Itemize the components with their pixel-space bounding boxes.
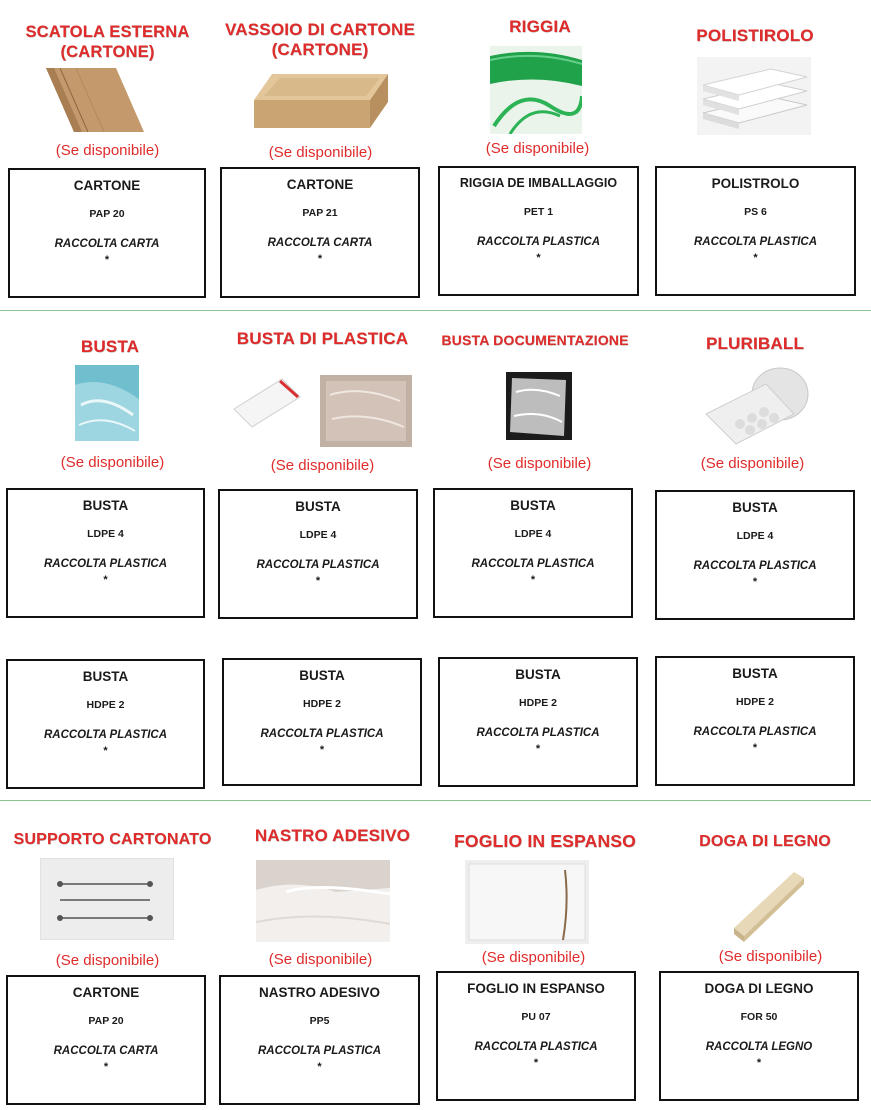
section-divider [0,310,871,311]
cardboard-tray-image [250,70,390,132]
box-code: HDPE 2 [303,698,341,710]
info-box-busta-hdpe2 [6,659,205,789]
availability-note: (Se disponibile) [270,457,375,474]
box-code: PAP 21 [302,207,338,219]
box-note: * [753,252,758,264]
adhesive-tape-image [256,860,390,942]
box-collection: RACCOLTA PLASTICA [476,727,600,739]
heading-wooden-slat: DOGA DI LEGNO [699,833,831,850]
box-note: * [104,254,110,266]
box-collection: RACCOLTA PLASTICA [43,729,168,741]
bag-image [75,365,139,441]
box-collection: RACCOLTA CARTA [54,238,160,250]
availability-note: (Se disponibile) [485,140,590,157]
box-note: * [103,574,108,586]
box-code: LDPE 4 [736,530,774,542]
box-title: CARTONE [72,985,140,1000]
info-box-foglio-pu07 [436,971,636,1101]
availability-note: (Se disponibile) [700,455,805,472]
strapping-image [490,46,582,134]
box-code: PU 07 [521,1011,551,1023]
box-collection: RACCOLTA CARTA [267,237,373,249]
heading-polystyrene: POLISTIROLO [696,26,814,45]
box-note: * [315,575,321,587]
availability-note: (Se disponibile) [60,454,165,471]
heading-adhesive-tape: NASTRO ADESIVO [254,826,411,845]
box-title: POLISTROLO [711,176,800,191]
heading-bubble-wrap: PLURIBALL [705,334,805,353]
info-box-cartone-pap20 [8,168,206,298]
box-code: FOR 50 [740,1011,778,1023]
box-code: LDPE 4 [514,528,552,540]
info-box-polistirolo-ps6 [655,166,856,296]
availability-note: (Se disponibile) [487,455,592,472]
box-title: BUSTA [299,668,345,683]
info-box-nastro-pp5 [219,975,420,1105]
box-code: LDPE 4 [87,528,124,540]
box-code: HDPE 2 [736,696,774,708]
availability-note: (Se disponibile) [268,951,373,968]
box-code: HDPE 2 [519,697,557,709]
info-box-busta-ldpe4 [6,488,205,618]
box-collection: RACCOLTA PLASTICA [471,558,595,570]
section-divider [0,800,871,801]
heading-plastic-bag: BUSTA DI PLASTICA [236,329,409,348]
box-note: * [535,743,541,755]
box-note: * [103,1061,109,1073]
info-box-busta-hdpe2 [438,657,638,787]
box-collection: RACCOLTA PLASTICA [476,236,601,248]
box-title: BUSTA [732,666,778,681]
box-title: BUSTA [295,499,341,514]
info-box-riggia-pet1 [438,166,639,296]
box-note: * [103,745,108,757]
clear-bag-image [320,375,412,447]
box-code: PAP 20 [88,1015,124,1027]
availability-note: (Se disponibile) [268,144,373,161]
foam-sheet-image [465,860,589,944]
box-collection: RACCOLTA PLASTICA [693,560,817,572]
availability-note: (Se disponibile) [55,142,160,159]
box-code: PET 1 [523,206,554,218]
box-note: * [533,1057,539,1069]
document-bag-image [506,372,572,440]
info-box-busta-ldpe4 [218,489,418,619]
box-collection: RACCOLTA PLASTICA [693,236,818,248]
info-box-busta-ldpe4 [433,488,633,618]
availability-note: (Se disponibile) [718,948,823,965]
box-title: RIGGIA DE IMBALLAGGIO [459,176,618,190]
box-title: FOGLIO IN ESPANSO [467,981,605,996]
info-box-busta-ldpe4 [655,490,855,620]
heading-bag: BUSTA [80,337,140,356]
box-collection: RACCOLTA LEGNO [705,1041,813,1053]
zip-bag-image [230,375,302,429]
box-code: LDPE 4 [299,529,337,541]
box-code: PS 6 [744,206,767,218]
availability-note: (Se disponibile) [481,949,586,966]
box-code: PP5 [309,1015,330,1027]
box-note: * [752,742,758,754]
cardboard-image [46,68,144,132]
info-box-cartone-pap20 [6,975,206,1105]
box-title: BUSTA [510,498,556,513]
heading-cardboard-support: SUPPORTO CARTONATO [13,831,212,848]
box-title: BUSTA [82,669,129,684]
box-note: * [530,574,536,586]
box-collection: RACCOLTA PLASTICA [693,726,817,738]
box-title: DOGA DI LEGNO [704,981,814,996]
info-box-cartone-pap21 [220,167,420,298]
heading-strapping: RIGGIA [509,17,571,36]
box-note: * [317,253,323,265]
bubble-wrap-image [696,364,812,446]
heading-document-bag: BUSTA DOCUMENTAZIONE [441,332,629,348]
box-code: HDPE 2 [86,699,125,711]
box-note: * [752,576,758,588]
box-note: * [536,252,541,264]
polystyrene-image [697,57,811,135]
box-title: NASTRO ADESIVO [258,985,380,1000]
box-title: CARTONE [286,177,354,192]
cardboard-support-image [40,858,174,940]
box-collection: RACCOLTA PLASTICA [260,728,384,740]
heading-foam-sheet: FOGLIO IN ESPANSO [454,831,636,851]
heading-cardboard-tray: VASSOIO DI CARTONE (CARTONE) [225,20,415,59]
info-box-busta-hdpe2 [655,656,855,786]
box-title: BUSTA [732,500,778,515]
availability-note: (Se disponibile) [55,952,160,969]
box-collection: RACCOLTA PLASTICA [257,1045,382,1057]
box-title: BUSTA [515,667,561,682]
box-note: * [319,744,325,756]
box-note: * [756,1057,762,1069]
heading-outer-box: SCATOLA ESTERNA (CARTONE) [25,23,190,61]
box-title: CARTONE [73,178,141,193]
box-collection: RACCOLTA PLASTICA [474,1041,598,1053]
box-collection: RACCOLTA PLASTICA [256,559,380,571]
box-collection: RACCOLTA CARTA [53,1045,159,1057]
box-code: PAP 20 [89,208,125,220]
wooden-slat-image [732,868,806,942]
box-collection: RACCOLTA PLASTICA [43,558,168,570]
info-box-busta-hdpe2 [222,658,422,786]
box-note: * [317,1061,322,1073]
box-title: BUSTA [82,498,129,513]
info-box-doga-for50 [659,971,859,1101]
